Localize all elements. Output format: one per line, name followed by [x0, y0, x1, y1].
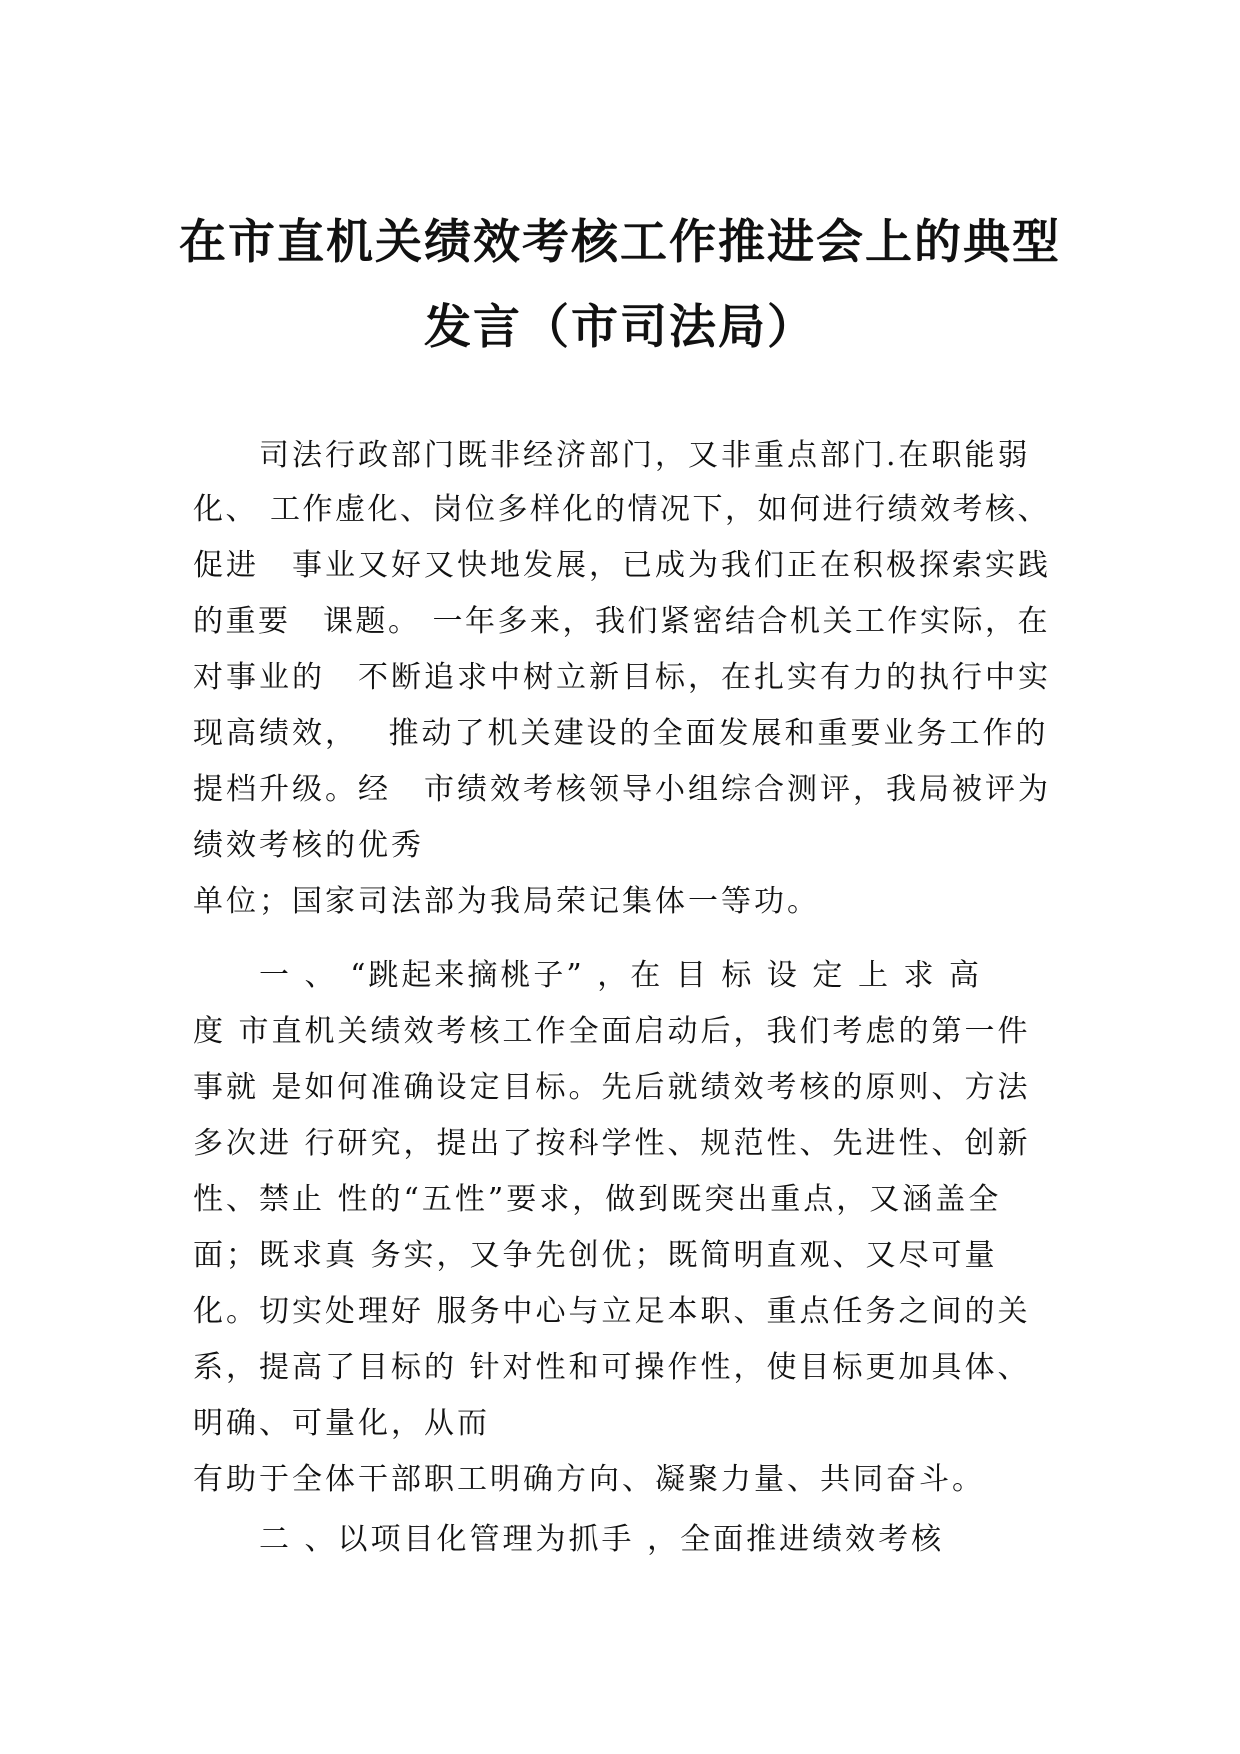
- body-line: 度 市直机关绩效考核工作全面启动后，我们考虑的第一件: [193, 1014, 1031, 1049]
- body-line: 多次进 行研究，提出了按科学性、规范性、先进性、创新: [193, 1126, 1031, 1161]
- body-line: 对事业的 不断追求中树立新目标，在扎实有力的执行中实: [193, 660, 1051, 695]
- body-line: 化。切实处理好 服务中心与立足本职、重点任务之间的关: [193, 1294, 1031, 1329]
- body-line: 提档升级。经 市绩效考核领导小组综合测评，我局被评为: [193, 772, 1051, 807]
- body-line: 单位；国家司法部为我局荣记集体一等功。: [193, 884, 820, 919]
- body-line: 绩效考核的优秀: [193, 828, 424, 863]
- body-line: 化、 工作虚化、岗位多样化的情况下，如何进行绩效考核、: [193, 492, 1051, 527]
- body-line: 二 、以项目化管理为抓手 ，全面推进绩效考核: [193, 1522, 945, 1557]
- body-line: 司法行政部门既非经济部门，又非重点部门.在职能弱: [193, 438, 1031, 473]
- document-title-line-2: 发言（市司法局）: [424, 300, 816, 355]
- body-line: 的重要 课题。 一年多来，我们紧密结合机关工作实际，在: [193, 604, 1051, 639]
- body-line: 现高绩效， 推动了机关建设的全面发展和重要业务工作的: [193, 716, 1049, 751]
- body-line: 性、禁止 性的“五性”要求，做到既突出重点，又涵盖全: [193, 1182, 1002, 1217]
- body-line: 一 、 “跳起来摘桃子” ，在 目 标 设 定 上 求 高: [193, 958, 983, 993]
- document-title-line-1: 在市直机关绩效考核工作推进会上的典型: [179, 215, 1061, 270]
- body-line: 面；既求真 务实，又争先创优；既简明直观、又尽可量: [193, 1238, 998, 1273]
- body-line: 促进 事业又好又快地发展，已成为我们正在积极探索实践: [193, 548, 1051, 583]
- body-line: 事就 是如何准确设定目标。先后就绩效考核的原则、方法: [193, 1070, 1031, 1105]
- body-line: 有助于全体干部职工明确方向、凝聚力量、共同奋斗。: [193, 1462, 985, 1497]
- body-line: 系，提高了目标的 针对性和可操作性，使目标更加具体、: [193, 1350, 1031, 1385]
- body-line: 明确、可量化，从而: [193, 1406, 490, 1441]
